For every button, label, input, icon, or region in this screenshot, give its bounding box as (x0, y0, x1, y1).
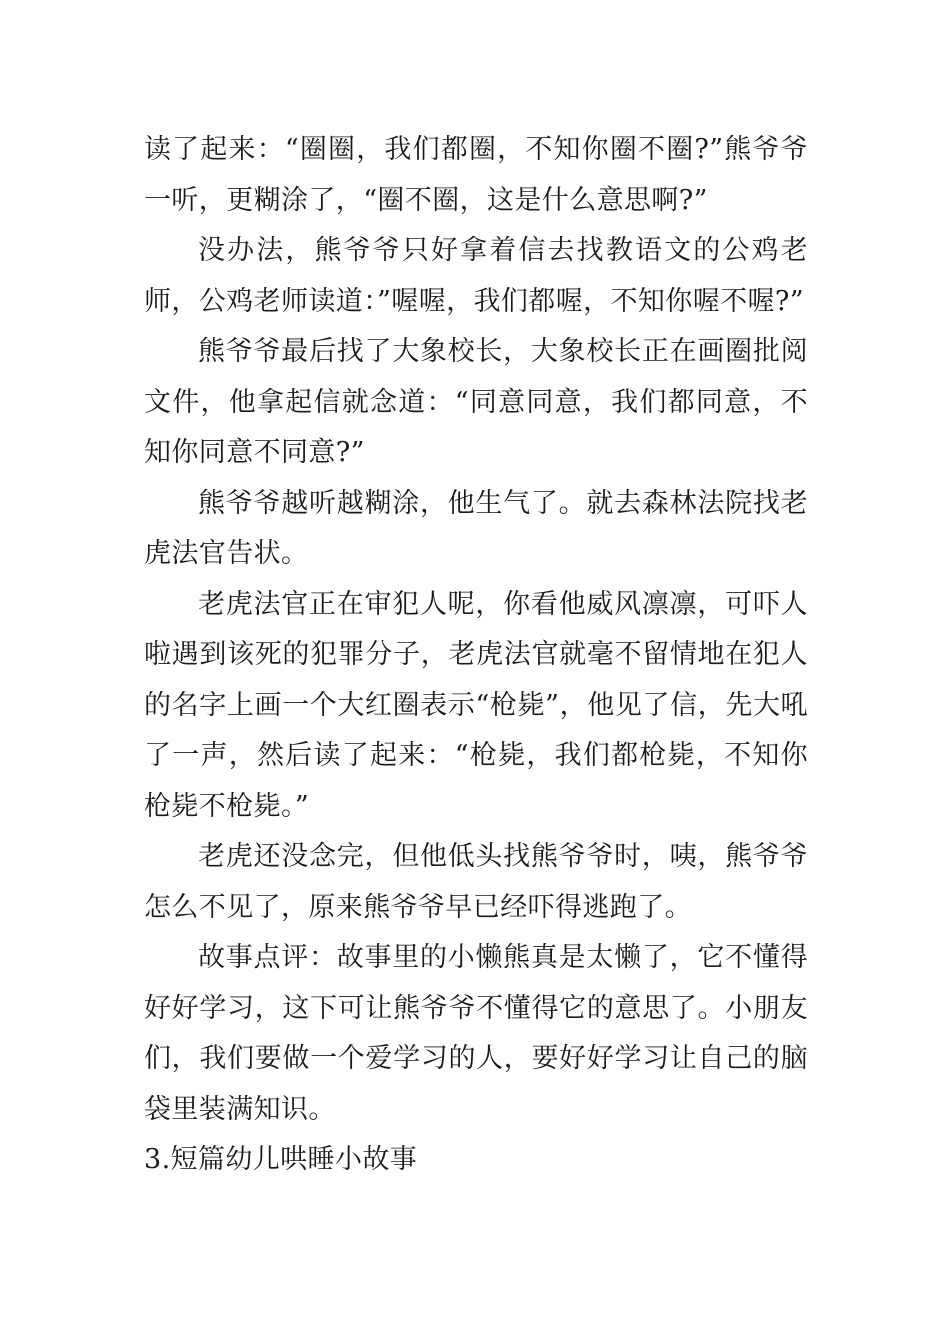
paragraph: 熊爷爷最后找了大象校长，大象校长正在画圈批阅文件，他拿起信就念道：“同意同意，我们都同意，不知你同意不同意?” (144, 336, 808, 468)
paragraph: 老虎法官正在审犯人呢，你看他威风凛凛，可吓人啦遇到该死的犯罪分子，老虎法官就毫不留情地在犯人的名字上画一个大红圈表示“枪毙”，他见了信，先大吼了一声，然后读了起来：“枪毙，我们都枪毙，不知你枪毙不枪毙。” (144, 588, 808, 822)
section-heading: 3.短篇幼儿哄睡小故事 (144, 1144, 418, 1175)
document-body (144, 125, 808, 1186)
paragraph-commentary: 故事点评：故事里的小懒熊真是太懒了，它不懂得好好学习，这下可让熊爷爷不懂得它的意思了。小朋友们，我们要做一个爱学习的人，要好好学习让自己的脑袋里装满知识。 (144, 942, 808, 1125)
paragraph: 没办法，熊爷爷只好拿着信去找教语文的公鸡老师，公鸡老师读道：”喔喔，我们都喔，不知你喔不喔?” (144, 235, 808, 317)
paragraph-continuation: 读了起来：“圈圈，我们都圈，不知你圈不圈?”熊爷爷一听，更糊涂了，“圈不圈，这是什么意思啊?” (144, 134, 808, 216)
paragraph: 熊爷爷越听越糊涂，他生气了。就去森林法院找老虎法官告状。 (144, 487, 808, 569)
paragraph: 老虎还没念完，但他低头找熊爷爷时，咦，熊爷爷怎么不见了，原来熊爷爷早已经吓得逃跑了。 (144, 841, 808, 923)
